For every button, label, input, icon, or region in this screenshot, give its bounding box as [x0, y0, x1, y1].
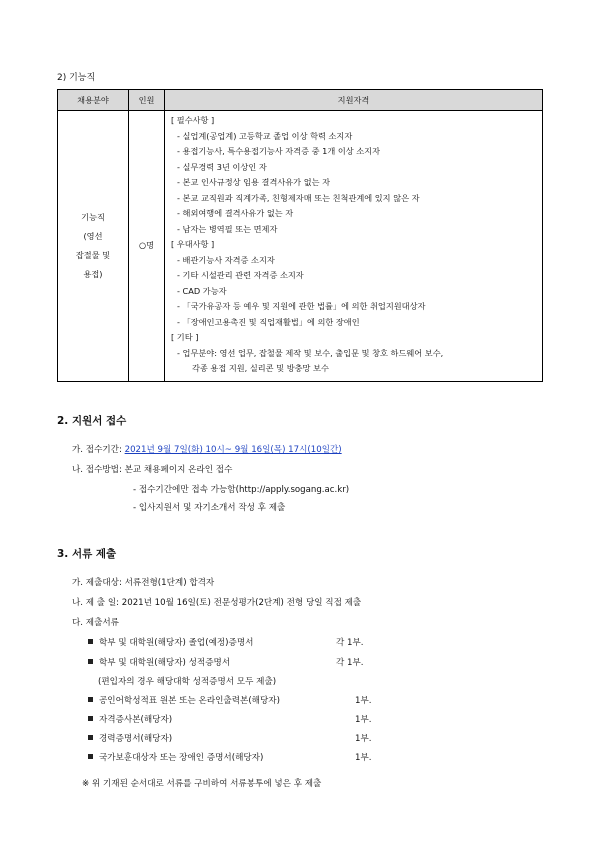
document-item: [88, 636, 488, 648]
field-line: 용접): [83, 268, 103, 279]
qualification-item: - 해외여행에 결격사유가 없는 자: [177, 208, 294, 218]
qualification-heading: [ 우대사항 ]: [171, 239, 215, 249]
count-cell: ○명: [129, 111, 165, 382]
qualification-heading: [ 기타 ]: [171, 332, 199, 342]
field-line: 잡절물 및: [75, 249, 111, 260]
header-field: 채용분야: [58, 90, 129, 111]
square-bullet-icon: [88, 639, 93, 644]
submission-target: 가. 제출대상: 서류전형(1단계) 합격자: [72, 578, 215, 588]
qualification-item: - 본교 인사규정상 임용 결격사유가 없는 자: [177, 177, 331, 187]
document-name: 경력증명서(해당자): [99, 734, 173, 744]
qualification-item: - 「국가유공자 등 예우 및 지원에 관한 법률」에 의한 취업지원대상자: [177, 301, 426, 311]
application-note: - 접수기간에만 접속 가능함(http://apply.sogang.ac.kr): [133, 485, 350, 495]
document-name: 학부 및 대학원(해당자) 성적증명서: [99, 658, 231, 668]
table-row: [58, 111, 543, 382]
document-item: [88, 713, 488, 725]
field-line: 기능직: [81, 211, 105, 222]
square-bullet-icon: [88, 659, 93, 664]
document-name: 학부 및 대학원(해당자) 졸업(예정)증명서: [99, 638, 254, 648]
period-value: 2021년 9월 7일(화) 10시~ 9월 16일(목) 17시(10일간): [124, 445, 342, 455]
document-amount: 1부.: [355, 715, 372, 725]
period-label: 가. 접수기간:: [72, 445, 125, 455]
qualification-item: - 용접기능사, 특수용접기능사 자격증 중 1개 이상 소지자: [177, 146, 380, 156]
document-name: 국가보훈대상자 또는 장애인 증명서(해당자): [99, 753, 264, 763]
transfer-note: (편입자의 경우 해당대학 성적증명서 모두 제출): [98, 677, 277, 687]
document-amount: 1부.: [355, 734, 372, 744]
qualifications-cell: [165, 111, 543, 382]
field-cell: [58, 111, 129, 382]
qualification-item: - 업무분야: 영선 업무, 잡철물 제작 및 보수, 출입문 및 창호 하드웨어 보수,: [177, 347, 444, 358]
square-bullet-icon: [88, 754, 93, 759]
qualification-item: - 실업계(공업계) 고등학교 졸업 이상 학력 소지자: [177, 130, 353, 141]
document-amount: 1부.: [355, 696, 372, 706]
document-item: [88, 751, 488, 763]
square-bullet-icon: [88, 697, 93, 702]
section-tech-title: 2) 기능직: [57, 73, 96, 83]
square-bullet-icon: [88, 735, 93, 740]
section2-title: 2. 지원서 접수: [57, 415, 127, 427]
document-item: [88, 732, 488, 744]
document-amount: 각 1부.: [336, 638, 364, 648]
square-bullet-icon: [88, 716, 93, 721]
field-line: (영선: [83, 230, 103, 241]
qualification-item: - 「장애인고용촉진 및 직업재활법」에 의한 장애인: [177, 316, 360, 327]
document-name: 자격증사본(해당자): [99, 715, 173, 725]
header-qualifications: 지원자격: [165, 90, 543, 111]
document-name: 공인어학성적표 원본 또는 온라인출력본(해당자): [99, 696, 280, 706]
qualification-item: - CAD 가능자: [177, 285, 227, 296]
section3-title: 3. 서류 제출: [57, 548, 117, 560]
submission-footnote: ※ 위 기재된 순서대로 서류를 구비하여 서류봉투에 넣은 후 제출: [82, 779, 322, 789]
document-item: [88, 656, 488, 668]
document-amount: 1부.: [355, 753, 372, 763]
documents-label: 다. 제출서류: [72, 618, 119, 628]
application-period: [72, 443, 342, 455]
qualification-item: - 본교 교직원과 직계가족, 친형제자매 또는 친척관계에 있지 않은 자: [177, 192, 420, 203]
qualification-item: - 기타 시설관리 관련 자격증 소지자: [177, 270, 304, 280]
document-item: [88, 694, 488, 706]
qualification-heading: [ 필수사항 ]: [171, 115, 215, 125]
qualification-item: - 실무경력 3년 이상인 자: [177, 161, 267, 172]
qualification-item: - 배관기능사 자격증 소지자: [177, 254, 275, 265]
qualification-item: - 남자는 병역필 또는 면제자: [177, 223, 278, 234]
job-table: [57, 89, 543, 382]
qualification-item: 각종 용접 지원, 실리콘 및 방충망 보수: [192, 363, 329, 373]
application-note: - 입사지원서 및 자기소개서 작성 후 제출: [133, 503, 286, 513]
document-amount: 각 1부.: [336, 658, 364, 668]
submission-date: 나. 제 출 일: 2021년 10월 16일(토) 전문성평가(2단계) 전형 당일 직접 제출: [72, 598, 362, 608]
header-count: 인원: [129, 90, 165, 111]
application-method: 나. 접수방법: 본교 채용페이지 온라인 접수: [72, 465, 233, 475]
table-header-row: [58, 90, 543, 111]
